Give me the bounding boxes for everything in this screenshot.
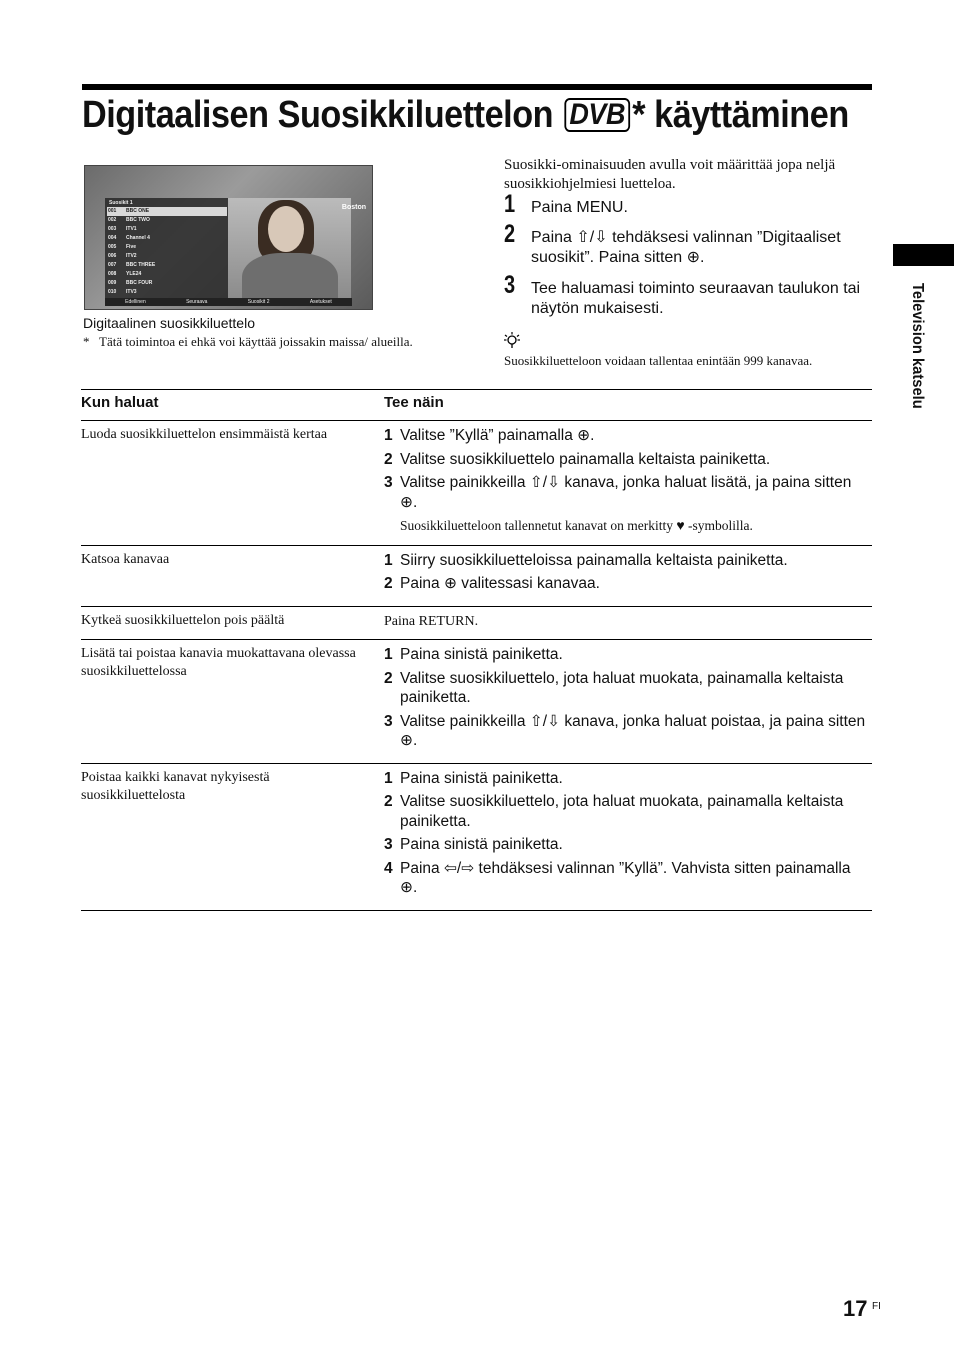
channel-list-item	[107, 270, 227, 279]
instruction-item	[384, 712, 872, 751]
channel-name: BBC FOUR	[126, 280, 153, 286]
step-text: Paina MENU.	[531, 199, 628, 216]
screenshot-caption: Digitaalinen suosikkiluettelo	[83, 315, 255, 331]
channel-number: 001	[108, 208, 117, 214]
instruction-text: Paina ⇦/⇨ tehdäksesi valinnan ”Kyllä”. Vahvista sitten painamalla ⊕.	[400, 859, 851, 896]
instruction-item	[384, 859, 872, 898]
instruction-text: Valitse suosikkiluettelo, jota haluat muokata, painamalla keltaista painiketta.	[400, 669, 844, 706]
screen-bottom-bar	[105, 298, 352, 306]
instruction-item	[384, 835, 872, 855]
step-number: 2	[504, 220, 516, 248]
step-item	[504, 220, 874, 268]
channel-number: 008	[108, 271, 117, 277]
channel-number: 007	[108, 262, 117, 268]
instruction-item	[384, 574, 872, 594]
instruction-item	[384, 669, 872, 708]
row-instructions	[384, 421, 872, 546]
row-instructions	[384, 640, 872, 764]
row-goal: Katsoa kanavaa	[81, 551, 170, 567]
col-header-want: Kun haluat	[81, 394, 159, 411]
instruction-number: 4	[384, 859, 393, 877]
instruction-text: Siirry suosikkiluetteloissa painamalla keltaista painiketta.	[400, 551, 788, 569]
instruction-number: 3	[384, 474, 393, 491]
step-number: 1	[504, 190, 516, 218]
instruction-text: Paina sinistä painiketta.	[400, 769, 563, 787]
channel-name: ITV3	[126, 289, 137, 295]
channel-list	[107, 207, 227, 297]
channel-number: 005	[108, 244, 117, 250]
channel-number: 004	[108, 235, 117, 241]
instruction-list	[384, 551, 872, 594]
channel-number: 010	[108, 289, 117, 295]
instruction-list	[384, 769, 872, 898]
screen-button-label: Suosikit 2	[247, 299, 270, 305]
instruction-list	[384, 426, 872, 512]
screen-button-label: Edellinen	[125, 299, 146, 305]
instruction-list	[384, 645, 872, 751]
instruction-number: 2	[384, 575, 393, 592]
col-header-do: Tee näin	[384, 394, 444, 411]
instruction-text: Paina RETURN.	[384, 613, 479, 629]
main-steps	[504, 190, 874, 329]
channel-name: BBC TWO	[126, 217, 150, 223]
instruction-text: Valitse suosikkiluettelo painamalla keltaista painiketta.	[400, 450, 771, 468]
table-row	[81, 545, 872, 606]
screen-button-label: Seuraava	[186, 299, 208, 305]
row-goal: Poistaa kaikki kanavat nykyisestä suosikkiluettelosta	[81, 769, 270, 803]
row-instructions	[384, 763, 872, 910]
presenter-body	[242, 253, 338, 302]
instruction-number: 1	[384, 646, 393, 663]
channel-list-item	[107, 234, 227, 243]
section-label: Television katselu	[909, 283, 926, 409]
note-text: -symbolilla.	[684, 518, 753, 533]
channel-list-item	[107, 252, 227, 261]
footnote-text: Tätä toimintoa ei ehkä voi käyttää joissakin maissa/ alueilla.	[99, 334, 413, 349]
row-note	[384, 516, 872, 537]
instruction-number: 3	[384, 836, 393, 853]
table-row	[81, 640, 872, 764]
menu-title: Suosikit 1	[109, 200, 133, 206]
step-number: 3	[504, 271, 516, 299]
channel-list-item	[107, 279, 227, 288]
channel-name: Five	[126, 244, 137, 250]
channel-number: 003	[108, 226, 117, 232]
page-language: FI	[872, 1301, 881, 1312]
instruction-item	[384, 473, 872, 512]
row-goal: Luoda suosikkiluettelon ensimmäistä kertaa	[81, 427, 328, 442]
section-tab-marker	[893, 244, 954, 266]
row-instructions	[384, 606, 872, 640]
instruction-text: Paina sinistä painiketta.	[400, 646, 563, 663]
row-goal: Kytkeä suosikkiluettelon pois päältä	[81, 612, 285, 628]
instruction-number: 2	[384, 450, 393, 468]
channel-name: Channel 4	[126, 235, 150, 241]
table-header-row	[81, 390, 872, 421]
presenter-face	[268, 206, 304, 252]
channel-list-item	[107, 207, 227, 216]
favourites-screenshot	[84, 165, 373, 310]
instruction-number: 1	[384, 551, 393, 569]
lightbulb-icon	[504, 332, 520, 353]
instruction-item	[384, 450, 872, 470]
instruction-number: 2	[384, 793, 393, 810]
instruction-item	[384, 769, 872, 789]
tip-text: Suosikkiluetteloon voidaan tallentaa enintään 999 kanavaa.	[504, 353, 813, 368]
step-text: Paina ⇧/⇩ tehdäksesi valinnan ”Digitaaliset suosikit”. Paina sitten ⊕.	[531, 229, 841, 266]
title-after: * käyttäminen	[632, 94, 849, 136]
channel-number: 006	[108, 253, 117, 259]
channel-number: 009	[108, 280, 117, 286]
instruction-number: 1	[384, 769, 393, 787]
row-instructions	[384, 545, 872, 606]
table-row	[81, 421, 872, 546]
title-before: Digitaalisen Suosikkiluettelon	[82, 94, 563, 136]
instruction-number: 2	[384, 669, 393, 687]
step-text: Tee haluamasi toiminto seuraavan taulukon tai näytön mukaisesti.	[531, 280, 861, 317]
instruction-text: Valitse ”Kyllä” painamalla ⊕.	[400, 427, 595, 444]
screen-button-label: Asetukset	[309, 299, 332, 305]
channel-name: BBC ONE	[126, 208, 150, 214]
instruction-item	[384, 551, 872, 571]
dvb-logo: DVB	[564, 98, 630, 132]
instruction-number: 3	[384, 712, 393, 730]
instruction-text: Valitse painikkeilla ⇧/⇩ kanava, jonka haluat poistaa, ja paina sitten ⊕.	[400, 712, 866, 749]
footnote	[83, 333, 433, 350]
channel-list-item	[107, 261, 227, 270]
instruction-item	[384, 792, 872, 831]
intro-text: Suosikki-ominaisuuden avulla voit määrittää jopa neljä suosikkiohjelmiesi luetteloa.	[504, 157, 836, 192]
channel-list-item	[107, 216, 227, 225]
page-title	[82, 94, 849, 137]
note-text: Suosikkiluetteloon tallennetut kanavat on merkitty	[400, 518, 677, 533]
instruction-number: 1	[384, 427, 393, 444]
heart-icon: ♥	[676, 519, 685, 534]
instruction-text: Paina sinistä painiketta.	[400, 836, 563, 853]
row-goal: Lisätä tai poistaa kanavia muokattavana olevassa suosikkiluettelossa	[81, 646, 356, 679]
instruction-item	[384, 645, 872, 665]
channel-name: ITV1	[126, 226, 137, 232]
table-row	[81, 606, 872, 640]
preview-image	[228, 198, 351, 302]
channel-list-item	[107, 243, 227, 252]
page-number: 17	[843, 1296, 868, 1321]
channel-list-item	[107, 288, 227, 297]
instruction-text: Valitse painikkeilla ⇧/⇩ kanava, jonka haluat lisätä, ja paina sitten ⊕.	[400, 474, 852, 511]
instruction-text: Valitse suosikkiluettelo, jota haluat muokata, painamalla keltaista painiketta.	[400, 793, 844, 830]
channel-list-item	[107, 225, 227, 234]
channel-name: ITV2	[126, 253, 137, 259]
title-rule	[82, 84, 872, 90]
channel-name: BBC THREE	[126, 262, 156, 268]
channel-number: 002	[108, 217, 117, 223]
table-row	[81, 763, 872, 910]
instruction-text: Paina ⊕ valitessasi kanavaa.	[400, 575, 600, 592]
location-label: Boston	[341, 204, 366, 211]
instruction-item	[384, 426, 872, 446]
step-item	[504, 190, 874, 218]
step-item	[504, 271, 874, 319]
channel-name: YLE24	[126, 271, 142, 277]
footnote-star: *	[83, 334, 90, 349]
action-table	[81, 389, 872, 911]
